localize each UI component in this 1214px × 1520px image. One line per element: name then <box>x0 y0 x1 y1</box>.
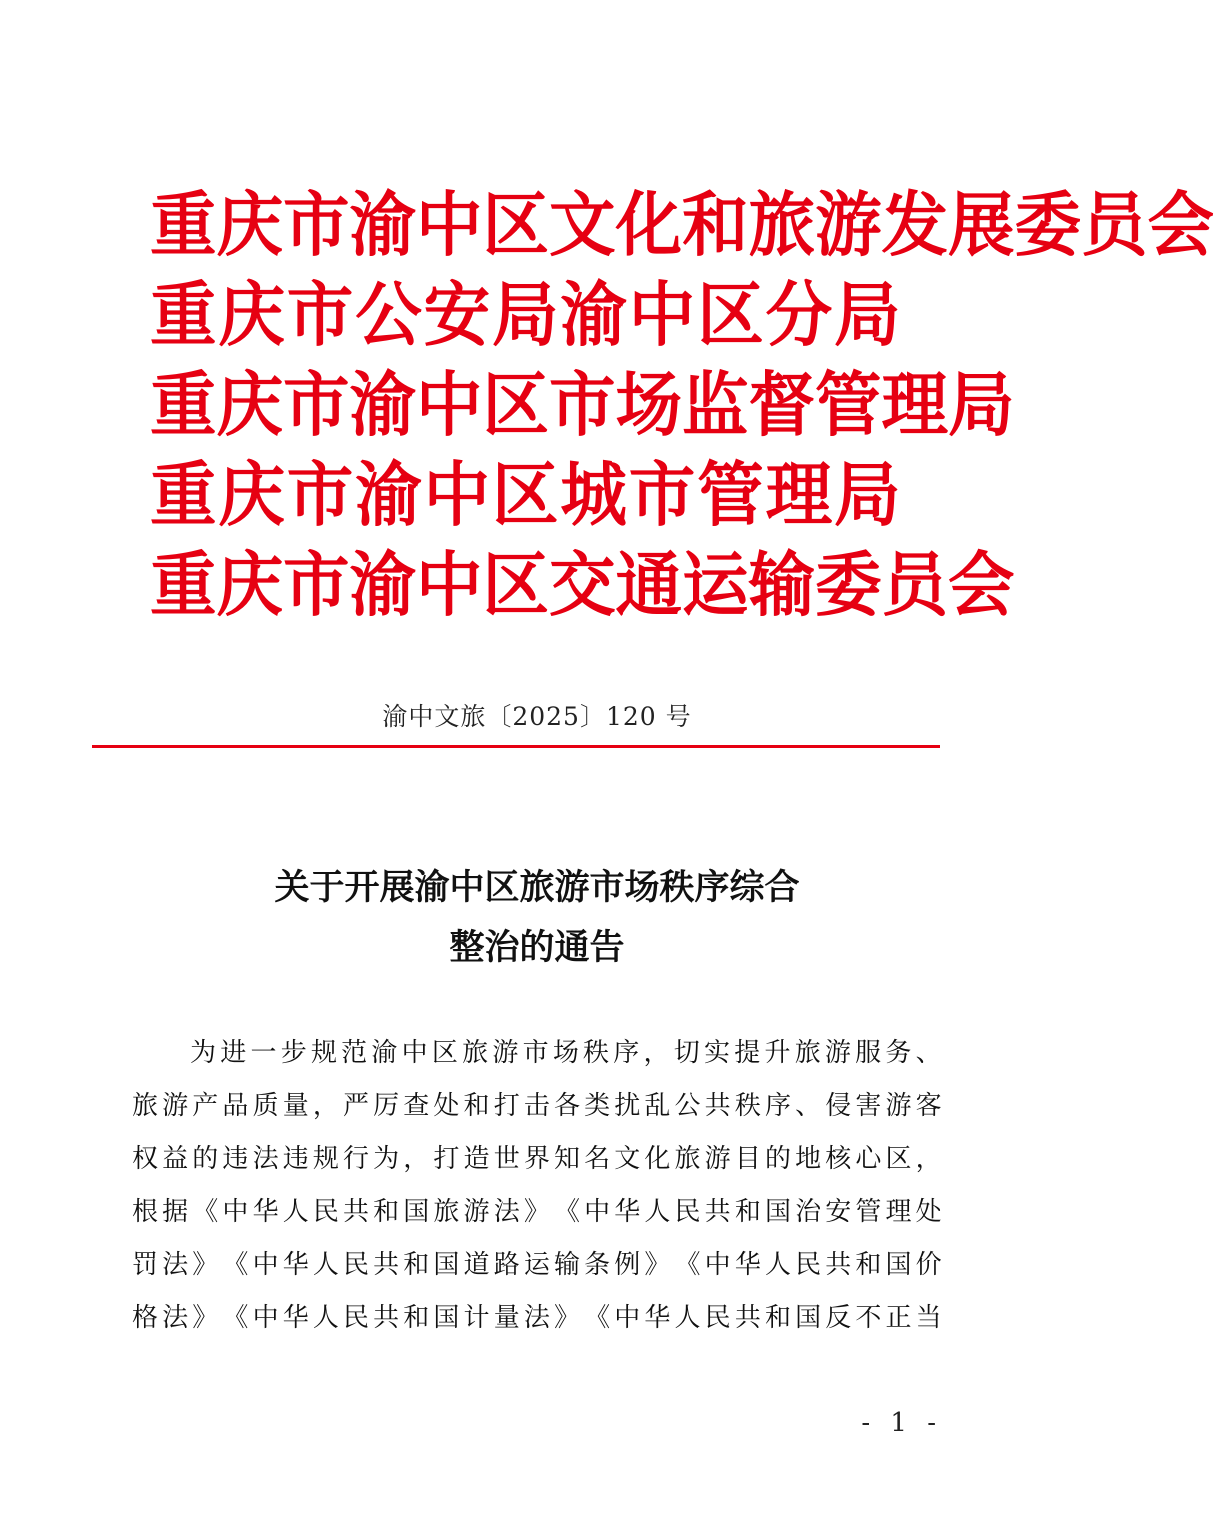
body-line: 格 法 》 《 中 华 人 民 共 和 国 计 量 法 》 《 中 华 人 民 共 和 国 反 不 正 当 <box>132 1303 942 1333</box>
title-line: 关于开展渝中区旅游市场秩序综合 <box>274 867 800 908</box>
title-line: 整治的通告 <box>449 927 625 968</box>
issuing-organizations <box>150 180 1214 630</box>
body-line: 罚 法 》 《 中 华 人 民 共 和 国 道 路 运 输 条 例 》 《 中 华 人 民 共 和 国 价 <box>132 1250 942 1280</box>
body-line: 权 益 的 违 法 违 规 行 为 ， 打 造 世 界 知 名 文 化 旅 游 目 的 地 核 心 区 ， <box>132 1144 942 1174</box>
red-divider <box>92 745 940 748</box>
org-line: 重 庆 市 渝 中 区 文 化 和 旅 游 发 展 委 员 会 <box>150 183 1214 266</box>
body-text <box>132 1027 942 1345</box>
page-number: - 1 - <box>861 1408 942 1438</box>
org-line: 重 庆 市 渝 中 区 市 场 监 督 管 理 局 <box>150 363 1015 446</box>
org-line: 重 庆 市 公 安 局 渝 中 区 分 局 <box>150 273 901 356</box>
body-line: 根 据 《 中 华 人 民 共 和 国 旅 游 法 》 《 中 华 人 民 共 和 国 治 安 管 理 处 <box>132 1197 942 1227</box>
document-title <box>0 858 1074 978</box>
document-number: 渝中文旅〔2025〕120 号 <box>382 702 692 731</box>
body-line: 旅 游 产 品 质 量 ， 严 厉 查 处 和 打 击 各 类 扰 乱 公 共 秩 序 、 侵 害 游 客 <box>132 1091 942 1121</box>
org-line: 重 庆 市 渝 中 区 交 通 运 输 委 员 会 <box>150 543 1015 626</box>
org-line: 重 庆 市 渝 中 区 城 市 管 理 局 <box>150 453 901 536</box>
body-line: 为 进 一 步 规 范 渝 中 区 旅 游 市 场 秩 序 ， 切 实 提 升 旅 游 服 务 、 <box>190 1038 942 1068</box>
